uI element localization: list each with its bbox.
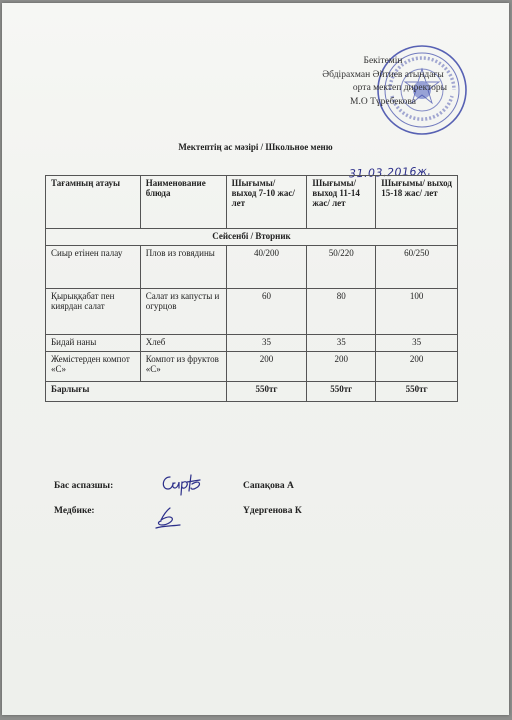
header-name-ru: Наименование блюда	[140, 176, 226, 229]
header-yield-11-14: Шығымы/ выход 11-14 жас/ лет	[307, 176, 376, 229]
header-yield-15-18: Шығымы/ выход 15-18 жас/ лет	[376, 176, 458, 229]
dish-name-ru: Плов из говядины	[140, 246, 226, 289]
table-row	[46, 352, 458, 382]
yield-7-10: 200	[226, 352, 307, 382]
approval-position: орта мектеп директоры	[352, 83, 447, 93]
table-row	[46, 335, 458, 352]
nurse-signature	[152, 505, 184, 531]
yield-15-18: 60/250	[376, 246, 458, 289]
table-row	[46, 289, 458, 335]
yield-7-10: 35	[226, 335, 307, 352]
nurse-role-label: Медбике:	[54, 506, 95, 516]
dish-name-kz: Қырыққабат пен киярдан салат	[46, 289, 141, 335]
yield-11-14: 50/220	[307, 246, 376, 289]
total-label: Барлығы	[46, 382, 227, 402]
table-row	[46, 246, 458, 289]
yield-15-18: 200	[376, 352, 458, 382]
chef-role-label: Бас аспазшы:	[54, 481, 114, 491]
dish-name-ru: Компот из фруктов «С»	[140, 352, 226, 382]
yield-15-18: 35	[376, 335, 458, 352]
yield-11-14: 35	[307, 335, 376, 352]
document-page	[2, 3, 509, 715]
dish-name-kz: Жемістерден компот «С»	[46, 352, 141, 382]
approval-school: Әбдірахман Әйтиев атындағы	[322, 69, 444, 80]
document-title: Мектептің ас мәзірі / Школьное меню	[178, 142, 333, 152]
handwritten-date: 31.03.2016ж.	[348, 164, 432, 181]
dish-name-ru: Салат из капусты и огурцов	[140, 289, 226, 335]
yield-11-14: 80	[307, 289, 376, 335]
chef-name: Сапақова А	[243, 481, 294, 491]
approval-director: М.О Түребекова	[350, 96, 416, 107]
yield-11-14: 200	[307, 352, 376, 382]
header-yield-7-10: Шығымы/ выход 7-10 жас/ лет	[226, 176, 307, 229]
yield-15-18: 100	[376, 289, 458, 335]
table-header-row	[46, 176, 458, 229]
total-7-10: 550тг	[226, 382, 307, 402]
approval-heading: Бекітемін	[363, 56, 403, 66]
header-name-kz: Тағамның атауы	[46, 176, 141, 229]
nurse-name: Үдергенова К	[243, 506, 302, 516]
total-15-18: 550тг	[376, 382, 458, 402]
total-row	[46, 382, 458, 402]
chef-signature	[158, 471, 212, 497]
total-11-14: 550тг	[307, 382, 376, 402]
yield-7-10: 40/200	[226, 246, 307, 289]
dish-name-kz: Бидай наны	[46, 335, 141, 352]
day-label: Сейсенбі / Вторник	[46, 229, 458, 246]
yield-7-10: 60	[226, 289, 307, 335]
day-row	[46, 229, 458, 246]
dish-name-kz: Сиыр етінен палау	[46, 246, 141, 289]
approval-block	[303, 55, 463, 109]
dish-name-ru: Хлеб	[140, 335, 226, 352]
menu-table	[45, 175, 458, 402]
